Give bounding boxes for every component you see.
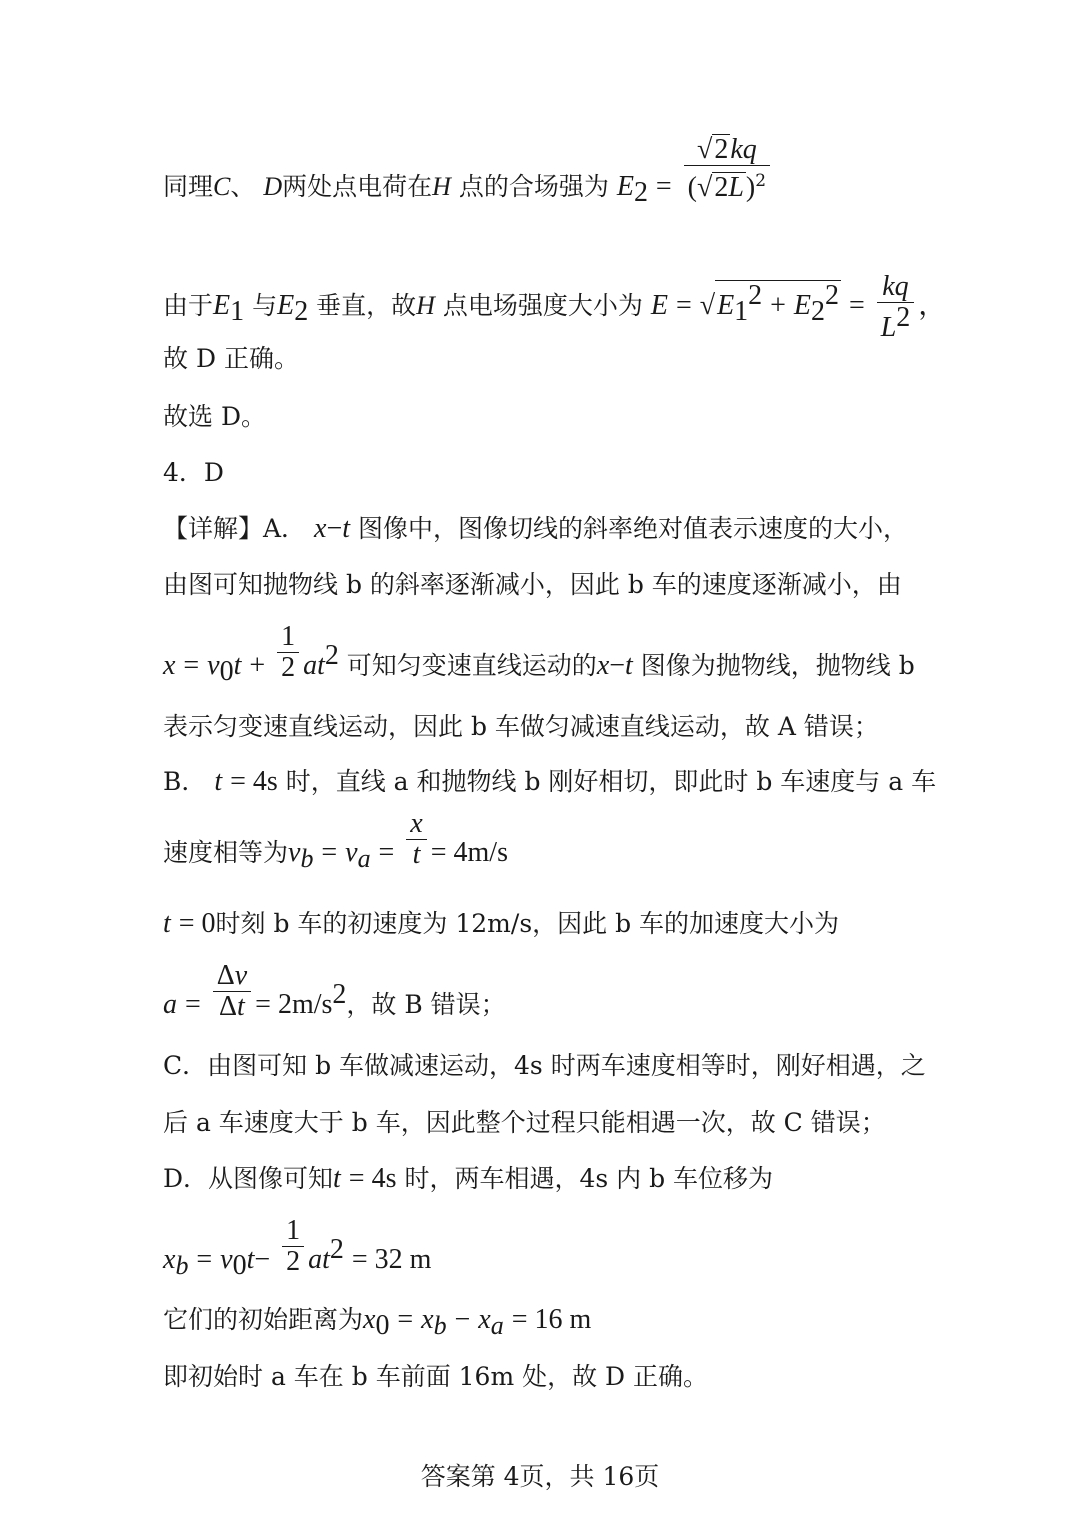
text-line-11: 速度相等为$v_b = v_a$ = $\frac{x}{t}$ = 4m/s	[163, 808, 508, 873]
half-fraction: $\frac{1}{2}$	[277, 622, 299, 683]
text-line-10: B． t = 4s 时，直线 a 和抛物线 b 刚好相切，即此时 b 车速度与 a 车	[163, 766, 937, 797]
text-line-17: $x_b = v_0t-$ $\frac{1}{2}$ $at^2 = 32$ m	[163, 1215, 432, 1281]
x-over-t-fraction: $\frac{x}{t}$	[406, 809, 426, 870]
text-line-2: 由于$E_1$ 与$E_2$ 垂直，故H 点电场强度大小为 $E = √E_1^2 + E_2^2$ = $\frac{kq}{L^2}$ ，	[163, 271, 947, 343]
e2-fraction: $\frac{√2kq}{(√2L)^2}$	[684, 134, 770, 203]
text-line-9: 表示匀变速直线运动，因此 b 车做匀减速直线运动，故 A 错误；	[163, 712, 879, 741]
text-line-7: 由图可知抛物线 b 的斜率逐渐减小，因此 b 车的速度逐渐减小，由	[163, 570, 902, 599]
text-line-13: a = $\frac{\Delta v}{\Delta t}$ = $2m/s^2$，故 B 错误；	[163, 960, 506, 1022]
text-line-19: 即初始时 a 车在 b 车前面 16m 处，故 D 正确。	[163, 1362, 709, 1391]
half-fraction-2: $\frac{1}{2}$	[282, 1216, 304, 1277]
text-line-3: 故 D 正确。	[163, 344, 299, 373]
text-line-8: $x = v_0t$ + $\frac{1}{2}$ $at^2$ 可知匀变速直线运动的x−t 图像为抛物线，抛物线 b	[163, 621, 915, 687]
page-footer: 答案第 4页，共 16页	[420, 1462, 660, 1491]
text-line-18: 它们的初始距离为$x_0 = x_b - x_a = 16$ m	[163, 1304, 592, 1341]
text-line-1: 同理C、 D两处点电荷在H 点的合场强为 $E_2$ = $\frac{√2kq}{(√2L)^2}$	[163, 172, 774, 208]
text-line-16: D．从图像可知t = 4s 时，两车相遇，4s 内 b 车位移为	[163, 1163, 774, 1194]
text-line-4: 故选 D。	[163, 402, 266, 431]
text-line-15: 后 a 车速度大于 b 车，因此整个过程只能相遇一次，故 C 错误；	[163, 1108, 886, 1137]
dv-over-dt-fraction: $\frac{\Delta v}{\Delta t}$	[213, 961, 251, 1022]
text-line-12: t = 0时刻 b 车的初速度为 12m/s，因此 b 车的加速度大小为	[163, 908, 840, 939]
question-number: 4．D	[163, 458, 224, 487]
kq-over-l2-fraction: $\frac{kq}{L^2}$	[877, 272, 915, 343]
text-line-14: C．由图可知 b 车做减速运动，4s 时两车速度相等时，刚好相遇，之	[163, 1051, 926, 1080]
text-line-6: 【详解】A． x−t 图像中，图像切线的斜率绝对值表示速度的大小，	[163, 513, 908, 544]
